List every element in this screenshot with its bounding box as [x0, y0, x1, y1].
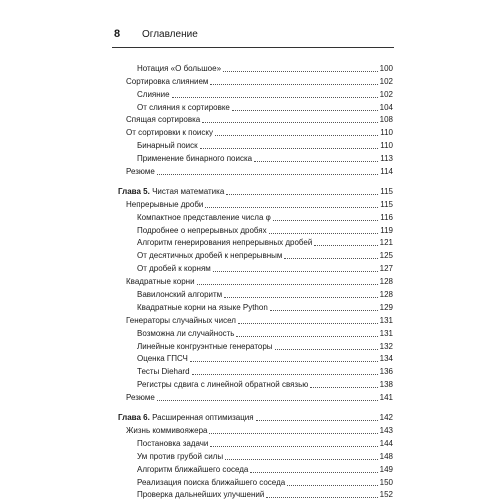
toc-page-number: 149 — [379, 464, 393, 474]
dot-leader — [287, 485, 377, 486]
toc-entry-title — [126, 128, 213, 138]
toc-page-number: 115 — [380, 199, 393, 209]
toc-entry-text: Подробнее о непрерывных дробях — [137, 225, 267, 235]
toc-entry-text: Ум против грубой силы — [137, 451, 224, 461]
dot-leader — [310, 387, 377, 388]
toc-entry — [118, 113, 393, 126]
toc-page-number: 134 — [379, 354, 393, 364]
toc-entry-text: Реализация поиска ближайшего соседа — [137, 477, 286, 487]
toc-entry-title — [126, 393, 155, 403]
toc-entry-text: Оценка ГПСЧ — [137, 354, 188, 364]
toc-entry — [118, 274, 393, 287]
dot-leader — [157, 174, 378, 175]
toc-page-number: 121 — [379, 238, 393, 248]
header-rule — [112, 47, 394, 48]
dot-leader — [284, 258, 377, 259]
toc-entry-title — [137, 478, 285, 488]
chapter-label: Глава 6. — [118, 413, 150, 423]
toc-entry-title — [137, 264, 211, 274]
dot-leader — [236, 336, 377, 337]
toc-page-number: 148 — [379, 451, 393, 461]
dot-leader — [197, 284, 378, 285]
toc-entry — [118, 210, 393, 223]
toc-entry-title — [126, 115, 200, 125]
toc-page-number: 116 — [380, 212, 393, 222]
toc-entry — [118, 352, 393, 365]
toc-entry-title — [137, 238, 312, 248]
toc-entry — [118, 436, 393, 449]
toc-entry — [118, 390, 393, 403]
toc-page-number: 136 — [379, 367, 393, 377]
toc-page-number: 108 — [379, 115, 393, 125]
chapter-label: Глава 5. — [118, 186, 150, 196]
dot-leader — [225, 459, 378, 460]
toc-page-number: 125 — [379, 251, 393, 261]
toc-chapter-entry — [118, 410, 393, 423]
toc-entry — [118, 377, 393, 390]
toc-entry-title — [137, 380, 308, 390]
toc-entry-title — [126, 316, 236, 326]
toc-entry — [118, 364, 393, 377]
toc-entry-text: От слияния к сортировке — [137, 102, 230, 112]
dot-leader — [275, 349, 378, 350]
toc-entry-text: Чистая математика — [152, 186, 225, 196]
toc-entry-title — [137, 329, 234, 339]
toc-page-number: 115 — [380, 186, 393, 196]
toc-entry-text: Спящая сортировка — [126, 115, 201, 125]
toc-entry-text: Проверка дальнейших улучшений — [137, 490, 265, 500]
toc-page-number: 128 — [379, 290, 393, 300]
toc-page-number: 131 — [379, 328, 393, 338]
toc-entry-title — [137, 141, 198, 151]
toc-entry — [118, 125, 393, 138]
toc-page-number: 138 — [379, 380, 393, 390]
toc-chapter-entry — [118, 184, 393, 197]
toc-entry — [118, 313, 393, 326]
toc-page-number: 143 — [379, 425, 393, 435]
toc-entry-text: Расширенная оптимизация — [152, 413, 254, 423]
dot-leader — [215, 135, 378, 136]
toc-entry — [118, 61, 393, 74]
dot-leader — [205, 207, 378, 208]
toc-entry-text: Возможна ли случайность — [137, 328, 235, 338]
toc-entry-text: Компактное представление числа φ — [137, 212, 271, 222]
toc-entry — [118, 261, 393, 274]
toc-entry — [118, 462, 393, 475]
table-of-contents — [118, 61, 393, 500]
toc-entry-title — [118, 187, 224, 197]
toc-entry-title — [126, 200, 203, 210]
toc-entry-text: Квадратные корни — [126, 277, 195, 287]
toc-entry — [118, 138, 393, 151]
running-title: Оглавление — [142, 29, 198, 40]
toc-entry — [118, 488, 393, 500]
toc-entry-title — [137, 354, 188, 364]
toc-entry-text: От дробей к корням — [137, 264, 211, 274]
toc-entry-title — [137, 251, 282, 261]
dot-leader — [266, 497, 377, 498]
toc-entry-title — [137, 154, 252, 164]
toc-entry — [118, 449, 393, 462]
toc-page-number: 127 — [379, 264, 393, 274]
dot-leader — [314, 245, 377, 246]
dot-leader — [254, 161, 378, 162]
toc-entry-text: Постановка задачи — [137, 438, 209, 448]
toc-entry — [118, 74, 393, 87]
dot-leader — [213, 271, 378, 272]
toc-entry-title — [137, 90, 170, 100]
dot-leader — [238, 323, 378, 324]
toc-entry-text: Бинарный поиск — [137, 141, 198, 151]
toc-entry-text: Нотация «О большое» — [137, 63, 222, 73]
toc-entry — [118, 87, 393, 100]
toc-page-number: 150 — [379, 477, 393, 487]
toc-entry — [118, 300, 393, 313]
toc-entry-title — [137, 290, 222, 300]
toc-entry-title — [137, 367, 190, 377]
toc-entry-text: Применение бинарного поиска — [137, 154, 253, 164]
toc-page-number: 119 — [380, 225, 393, 235]
toc-entry-text: От сортировки к поиску — [126, 128, 213, 138]
toc-entry-title — [137, 213, 271, 223]
toc-entry-title — [137, 465, 248, 475]
toc-page-number: 110 — [380, 128, 393, 138]
toc-entry-title — [126, 77, 208, 87]
toc-entry — [118, 339, 393, 352]
toc-entry-text: Вавилонский алгоритм — [137, 290, 223, 300]
toc-page-number: 102 — [379, 76, 393, 86]
toc-entry-text: Слияние — [137, 89, 170, 99]
dot-leader — [269, 233, 379, 234]
toc-page-number: 110 — [380, 141, 393, 151]
dot-leader — [200, 148, 379, 149]
dot-leader — [192, 374, 378, 375]
toc-page-number: 104 — [379, 102, 393, 112]
toc-page-number: 142 — [379, 413, 393, 423]
toc-entry — [118, 197, 393, 210]
dot-leader — [232, 110, 378, 111]
toc-page-number: 152 — [379, 490, 393, 500]
dot-leader — [273, 220, 378, 221]
dot-leader — [224, 297, 377, 298]
toc-entry-title — [126, 167, 155, 177]
toc-entry — [118, 151, 393, 164]
toc-entry — [118, 100, 393, 113]
toc-page-number: 114 — [380, 167, 393, 177]
toc-entry — [118, 248, 393, 261]
toc-page-number: 128 — [379, 277, 393, 287]
toc-entry-title — [137, 490, 264, 500]
toc-entry-title — [137, 452, 223, 462]
toc-entry-title — [137, 64, 221, 74]
toc-entry-text: Жизнь коммивояжера — [126, 425, 208, 435]
toc-page-number: 131 — [379, 315, 393, 325]
dot-leader — [157, 400, 378, 401]
dot-leader — [250, 472, 377, 473]
toc-page-number: 141 — [379, 393, 393, 403]
toc-entry-title — [137, 103, 230, 113]
dot-leader — [209, 433, 377, 434]
toc-entry-text: Алгоритм ближайшего соседа — [137, 464, 249, 474]
toc-entry-title — [126, 277, 195, 287]
toc-entry-text: Резюме — [126, 393, 155, 403]
toc-entry-text: Генераторы случайных чисел — [126, 315, 236, 325]
toc-page-number: 113 — [380, 154, 393, 164]
dot-leader — [210, 84, 377, 85]
toc-entry-text: Сортировка слиянием — [126, 76, 209, 86]
toc-entry — [118, 423, 393, 436]
dot-leader — [190, 361, 378, 362]
toc-entry-title — [137, 303, 268, 313]
toc-page-number: 132 — [379, 341, 393, 351]
toc-page-number: 100 — [379, 63, 393, 73]
toc-entry-text: Линейные конгруэнтные генераторы — [137, 341, 273, 351]
toc-entry — [118, 223, 393, 236]
toc-page-number: 144 — [379, 438, 393, 448]
toc-entry — [118, 326, 393, 339]
toc-entry-title — [137, 439, 208, 449]
toc-entry-text: Квадратные корни на языке Python — [137, 302, 268, 312]
toc-entry-text: Резюме — [126, 167, 155, 177]
dot-leader — [223, 71, 378, 72]
toc-entry-title — [126, 426, 207, 436]
dot-leader — [270, 310, 378, 311]
toc-page-number: 129 — [379, 302, 393, 312]
toc-entry-text: Регистры сдвига с линейной обратной связью — [137, 380, 309, 390]
toc-entry — [118, 287, 393, 300]
dot-leader — [172, 97, 378, 98]
toc-entry-title — [118, 413, 254, 423]
page-header — [114, 28, 198, 40]
toc-page-number: 102 — [379, 89, 393, 99]
dot-leader — [226, 194, 378, 195]
dot-leader — [256, 420, 378, 421]
dot-leader — [202, 122, 377, 123]
toc-entry-text: От десятичных дробей к непрерывным — [137, 251, 283, 261]
toc-entry — [118, 475, 393, 488]
toc-entry-title — [137, 342, 273, 352]
toc-entry — [118, 236, 393, 249]
toc-entry-text: Алгоритм генерирования непрерывных дробей — [137, 238, 313, 248]
toc-entry — [118, 164, 393, 177]
page-number: 8 — [114, 28, 121, 40]
toc-entry-title — [137, 226, 267, 236]
toc-entry-text: Непрерывные дроби — [126, 199, 204, 209]
toc-entry-text: Тесты Diehard — [137, 367, 190, 377]
dot-leader — [210, 446, 377, 447]
